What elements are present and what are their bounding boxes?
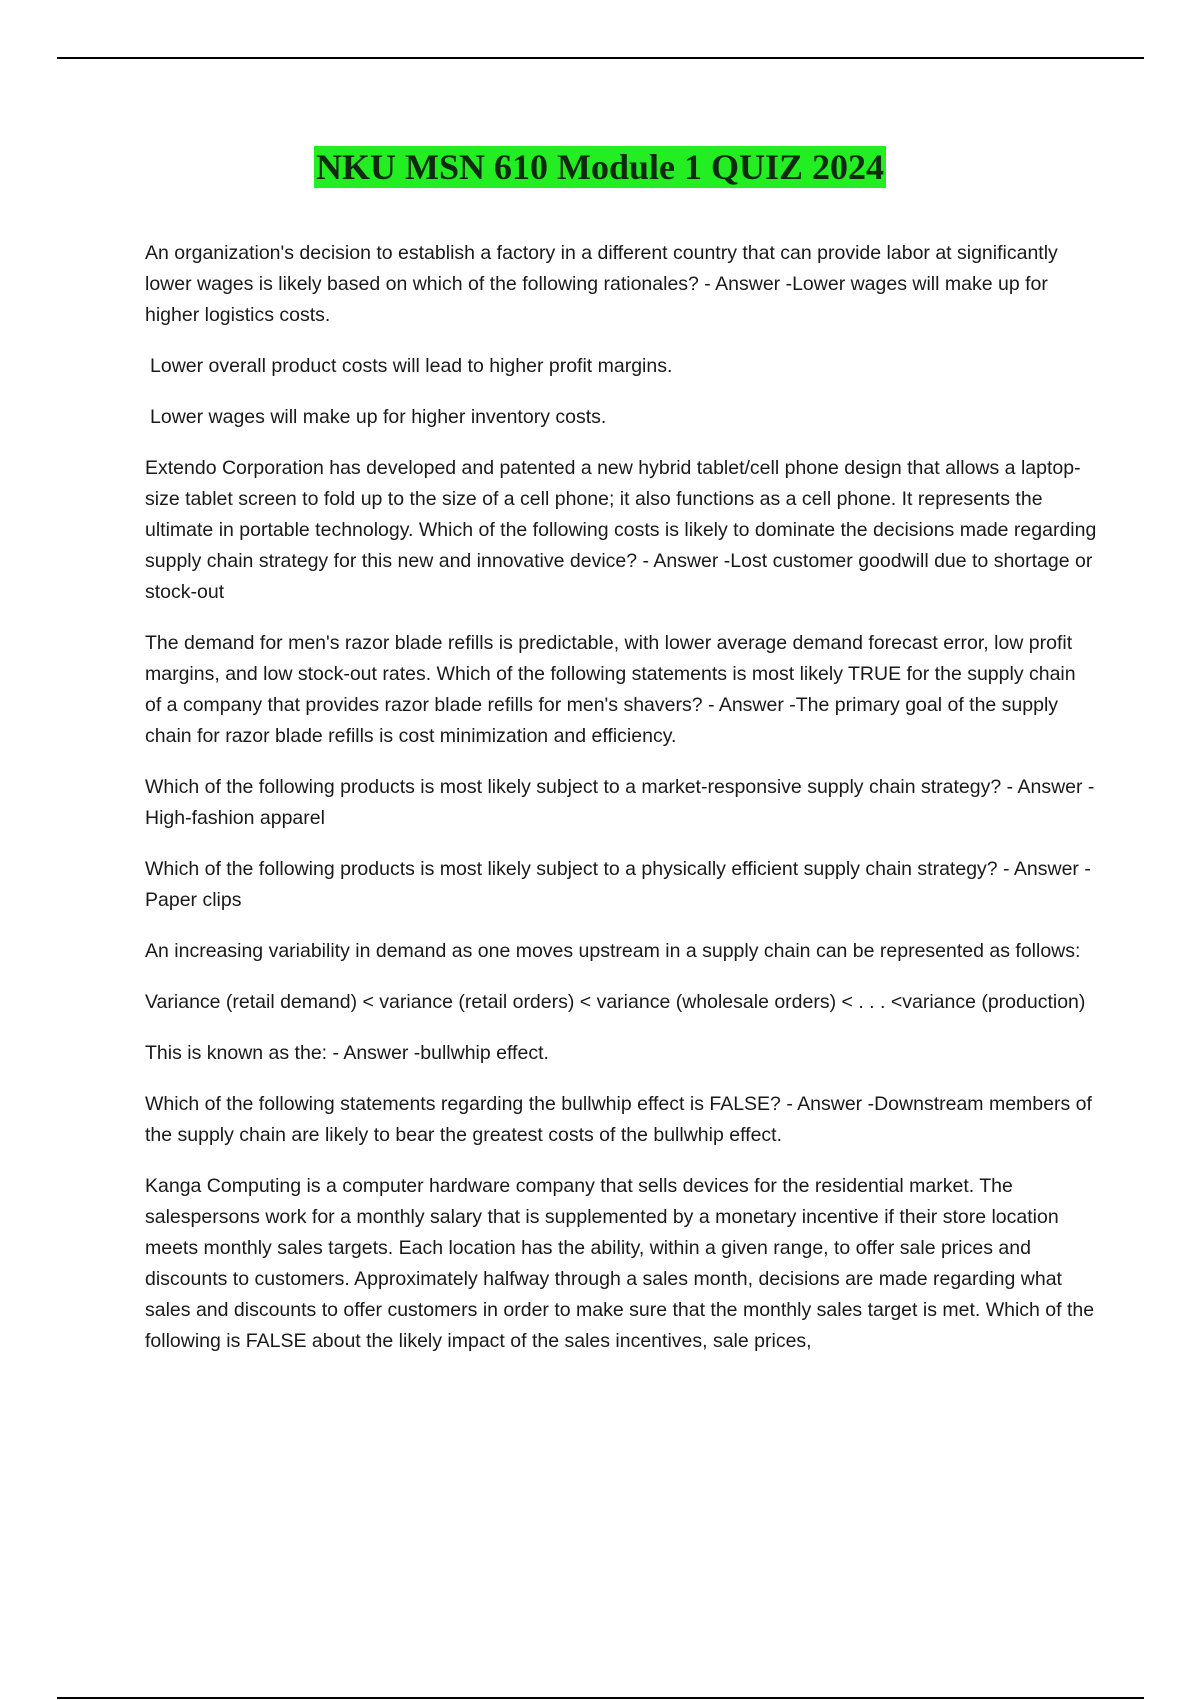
- paragraph-question-5: Which of the following products is most likely subject to a physically efficient supply chain strategy? - Answer -Paper clips: [145, 858, 1091, 911]
- document-body: [145, 238, 1097, 1377]
- paragraph-question-1: An organization's decision to establish a factory in a different country that can provide labor at significantly lower wages is likely based on which of the following rationales? - Answer -Lower wages will make up for higher logistics costs.: [145, 242, 1058, 326]
- paragraph-option-2: Lower wages will make up for higher inventory costs.: [150, 406, 607, 428]
- paragraph-question-6: An increasing variability in demand as one moves upstream in a supply chain can be represented as follows:: [145, 940, 1081, 962]
- paragraph-question-2: Extendo Corporation has developed and patented a new hybrid tablet/cell phone design that allows a laptop-size tablet screen to fold up to the size of a cell phone; it also functions as a cell phone. It represents the ultimate in portable technology. Which of the following costs is likely to dominate the decisions made regarding supply chain strategy for this new and innovative device? - Answer -Lost customer goodwill due to shortage or stock-out: [145, 457, 1097, 603]
- paragraph-question-7: Which of the following statements regarding the bullwhip effect is FALSE? - Answer -Downstream members of the supply chain are likely to bear the greatest costs of the bullwhip effect.: [145, 1093, 1092, 1146]
- paragraph-answer-bullwhip: This is known as the: - Answer -bullwhip effect.: [145, 1042, 549, 1064]
- top-rule: [57, 57, 1144, 59]
- bottom-rule: [57, 1697, 1144, 1699]
- paragraph-variance-expression: Variance (retail demand) < variance (retail orders) < variance (wholesale orders) < . . . <variance (production): [145, 991, 1086, 1013]
- document-title: NKU MSN 610 Module 1 QUIZ 2024: [315, 147, 885, 187]
- paragraph-question-4: Which of the following products is most likely subject to a market-responsive supply chain strategy? - Answer -High-fashion apparel: [145, 776, 1095, 829]
- paragraph-question-3: The demand for men's razor blade refills is predictable, with lower average demand forecast error, low profit margins, and low stock-out rates. Which of the following statements is most likely TRUE for the supply chain of a company that provides razor blade refills for men's shavers? - Answer -The primary goal of the supply chain for razor blade refills is cost minimization and efficiency.: [145, 632, 1076, 747]
- title-container: [0, 146, 1200, 188]
- paragraph-question-8: Kanga Computing is a computer hardware company that sells devices for the residential market. The salespersons work for a monthly salary that is supplemented by a monetary incentive if their store location meets monthly sales targets. Each location has the ability, within a given range, to offer sale prices and discounts to customers. Approximately halfway through a sales month, decisions are made regarding what sales and discounts to offer customers in order to make sure that the monthly sales target is met. Which of the following is FALSE about the likely impact of the sales incentives, sale prices,: [145, 1175, 1095, 1352]
- paragraph-option-1: Lower overall product costs will lead to higher profit margins.: [150, 355, 673, 377]
